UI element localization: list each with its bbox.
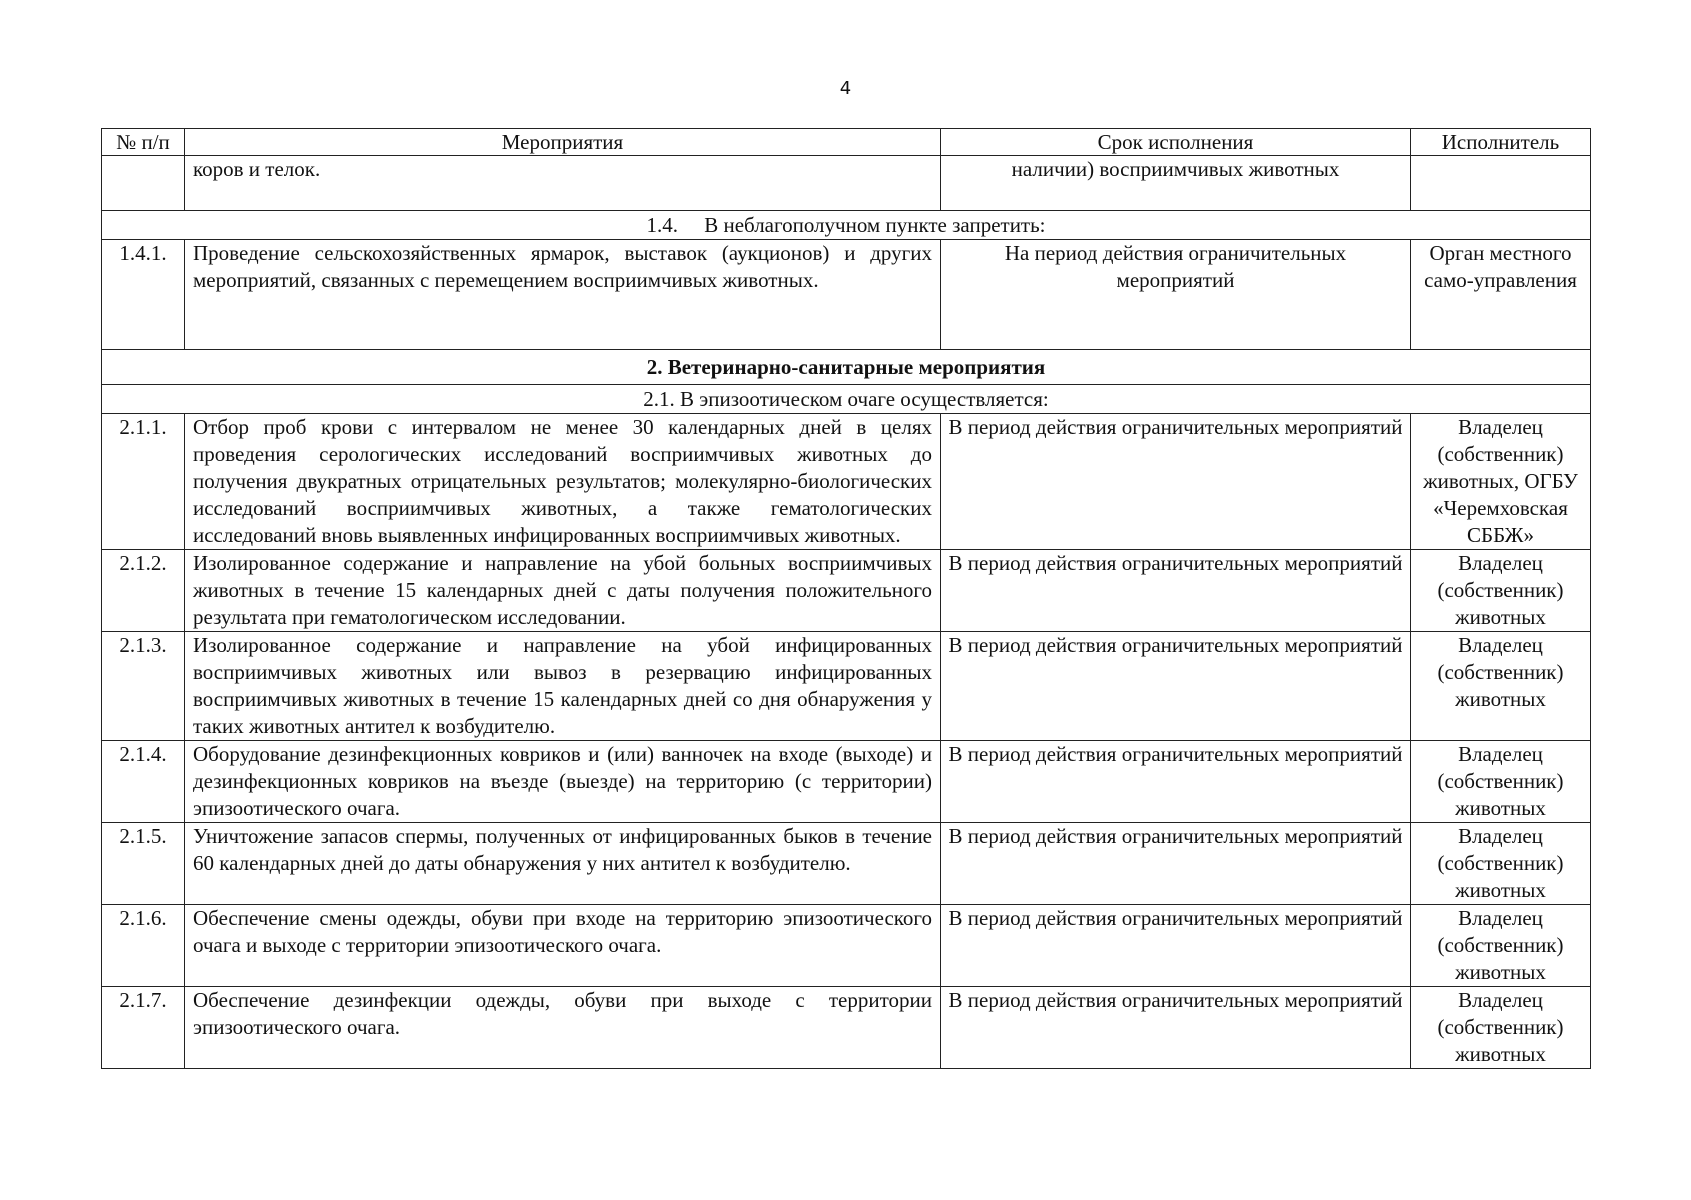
- row-activity: Изолированное содержание и направление на убой больных восприимчивых животных в течение 15 календарных дней с даты получения положительного результата при гематологическом исследовании.: [185, 550, 941, 632]
- row-num: 2.1.1.: [102, 414, 185, 550]
- row-deadline: На период действия ограничительных мероприятий: [941, 240, 1411, 350]
- section-2-title: 2. Ветеринарно-санитарные мероприятия: [102, 350, 1591, 385]
- table-row: [102, 987, 1591, 1069]
- row-executor: Владелец (собственник) животных: [1411, 632, 1591, 741]
- subsection-row: [102, 385, 1591, 414]
- row-activity: коров и телок.: [185, 156, 941, 211]
- row-executor: [1411, 156, 1591, 211]
- page-number: 4: [839, 78, 852, 99]
- row-executor: Владелец (собственник) животных: [1411, 823, 1591, 905]
- table-row: [102, 550, 1591, 632]
- row-deadline: В период действия ограничительных мероприятий: [941, 823, 1411, 905]
- row-deadline: В период действия ограничительных мероприятий: [941, 987, 1411, 1069]
- row-num: 2.1.5.: [102, 823, 185, 905]
- table-row: [102, 741, 1591, 823]
- subsection-1-4-title: 1.4. В неблагополучном пункте запретить:: [102, 211, 1591, 240]
- row-deadline: В период действия ограничительных мероприятий: [941, 741, 1411, 823]
- row-activity: Проведение сельскохозяйственных ярмарок, выставок (аукционов) и других мероприятий, связанных с перемещением восприимчивых животных.: [185, 240, 941, 350]
- row-num: 2.1.2.: [102, 550, 185, 632]
- row-activity: Изолированное содержание и направление на убой инфицированных восприимчивых животных или вывоз в резервацию инфицированных восприимчивых животных в течение 15 календарных дней со дня обнаружения у таких животных антител к возбудителю.: [185, 632, 941, 741]
- row-deadline: В период действия ограничительных мероприятий: [941, 632, 1411, 741]
- row-num: 2.1.4.: [102, 741, 185, 823]
- row-executor: Владелец (собственник) животных: [1411, 550, 1591, 632]
- header-executor: Исполнитель: [1411, 129, 1591, 156]
- table-row: [102, 905, 1591, 987]
- row-executor: Владелец (собственник) животных, ОГБУ «Черемховская СББЖ»: [1411, 414, 1591, 550]
- header-activity: Мероприятия: [185, 129, 941, 156]
- row-activity: Обеспечение дезинфекции одежды, обуви при выходе с территории эпизоотического очага.: [185, 987, 941, 1069]
- measures-table: [101, 128, 1591, 1069]
- row-deadline: В период действия ограничительных мероприятий: [941, 414, 1411, 550]
- table-row: [102, 414, 1591, 550]
- row-num: [102, 156, 185, 211]
- row-num: 1.4.1.: [102, 240, 185, 350]
- table-row: [102, 823, 1591, 905]
- row-deadline: В период действия ограничительных мероприятий: [941, 550, 1411, 632]
- table-row: [102, 632, 1591, 741]
- row-num: 2.1.3.: [102, 632, 185, 741]
- row-activity: Оборудование дезинфекционных ковриков и (или) ванночек на входе (выходе) и дезинфекционных ковриков на въезде (выезде) на территорию (с территории) эпизоотического очага.: [185, 741, 941, 823]
- row-activity: Обеспечение смены одежды, обуви при входе на территорию эпизоотического очага и выходе с территории эпизоотического очага.: [185, 905, 941, 987]
- section-row: [102, 350, 1591, 385]
- header-deadline: Срок исполнения: [941, 129, 1411, 156]
- row-activity: Уничтожение запасов спермы, полученных от инфицированных быков в течение 60 календарных дней до даты обнаружения у них антител к возбудителю.: [185, 823, 941, 905]
- row-num: 2.1.7.: [102, 987, 185, 1069]
- table-row: [102, 240, 1591, 350]
- table-header-row: [102, 129, 1591, 156]
- row-executor: Орган местного само-управления: [1411, 240, 1591, 350]
- row-activity: Отбор проб крови с интервалом не менее 30 календарных дней в целях проведения серологических исследований восприимчивых животных до получения двукратных отрицательных результатов; молекулярно-биологических исследований восприимчивых животных, а также гематологических исследований вновь выявленных инфицированных восприимчивых животных.: [185, 414, 941, 550]
- row-executor: Владелец (собственник) животных: [1411, 741, 1591, 823]
- row-executor: Владелец (собственник) животных: [1411, 987, 1591, 1069]
- header-num: № п/п: [102, 129, 185, 156]
- row-deadline: В период действия ограничительных мероприятий: [941, 905, 1411, 987]
- subsection-row: [102, 211, 1591, 240]
- row-executor: Владелец (собственник) животных: [1411, 905, 1591, 987]
- row-deadline: наличии) восприимчивых животных: [941, 156, 1411, 211]
- table-row-continuation: [102, 156, 1591, 211]
- row-num: 2.1.6.: [102, 905, 185, 987]
- subsection-2-1-title: 2.1. В эпизоотическом очаге осуществляется:: [102, 385, 1591, 414]
